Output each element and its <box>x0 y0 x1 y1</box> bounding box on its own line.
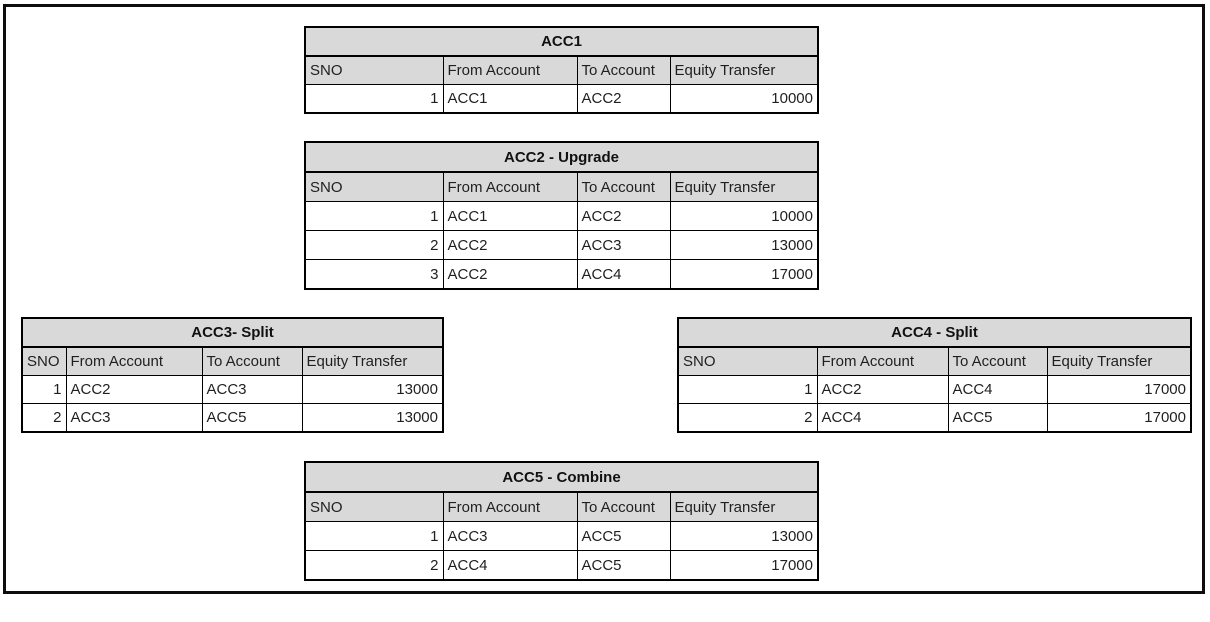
cell-equity-transfer: 17000 <box>670 260 818 290</box>
table-header-row <box>678 347 1191 376</box>
column-header-to-account: To Account <box>577 172 670 202</box>
cell-from-account: ACC4 <box>817 404 948 433</box>
column-header-from-account: From Account <box>817 347 948 376</box>
cell-sno: 1 <box>305 522 443 551</box>
cell-from-account: ACC2 <box>443 260 577 290</box>
cell-to-account: ACC5 <box>577 522 670 551</box>
table-acc3-split <box>21 317 444 433</box>
column-header-from-account: From Account <box>443 56 577 85</box>
column-header-to-account: To Account <box>577 56 670 85</box>
table-row <box>305 202 818 231</box>
cell-sno: 2 <box>678 404 817 433</box>
table-row <box>305 551 818 581</box>
table-acc5-combine <box>304 461 819 581</box>
cell-to-account: ACC2 <box>577 202 670 231</box>
table-acc2-upgrade <box>304 141 819 290</box>
table-title-row <box>305 142 818 172</box>
column-header-from-account: From Account <box>443 492 577 522</box>
cell-to-account: ACC4 <box>577 260 670 290</box>
cell-sno: 2 <box>305 231 443 260</box>
column-header-sno: SNO <box>678 347 817 376</box>
cell-equity-transfer: 13000 <box>670 522 818 551</box>
table-header-row <box>305 56 818 85</box>
column-header-to-account: To Account <box>202 347 302 376</box>
cell-to-account: ACC4 <box>948 376 1047 404</box>
cell-sno: 1 <box>22 376 66 404</box>
cell-equity-transfer: 13000 <box>302 376 443 404</box>
cell-from-account: ACC3 <box>443 522 577 551</box>
cell-to-account: ACC5 <box>202 404 302 433</box>
table-title: ACC2 - Upgrade <box>305 142 818 172</box>
table-title-row <box>22 318 443 347</box>
table-title-row <box>305 27 818 56</box>
column-header-equity-transfer: Equity Transfer <box>1047 347 1191 376</box>
cell-sno: 1 <box>678 376 817 404</box>
cell-to-account: ACC2 <box>577 85 670 114</box>
cell-equity-transfer: 10000 <box>670 202 818 231</box>
cell-from-account: ACC4 <box>443 551 577 581</box>
table-row <box>305 260 818 290</box>
table-header-row <box>22 347 443 376</box>
column-header-equity-transfer: Equity Transfer <box>670 172 818 202</box>
table-row <box>22 376 443 404</box>
column-header-sno: SNO <box>305 172 443 202</box>
table-title: ACC1 <box>305 27 818 56</box>
cell-equity-transfer: 13000 <box>302 404 443 433</box>
cell-equity-transfer: 10000 <box>670 85 818 114</box>
table-row <box>678 404 1191 433</box>
table-row <box>678 376 1191 404</box>
table-title: ACC4 - Split <box>678 318 1191 347</box>
column-header-sno: SNO <box>305 492 443 522</box>
cell-to-account: ACC5 <box>948 404 1047 433</box>
column-header-to-account: To Account <box>577 492 670 522</box>
column-header-sno: SNO <box>305 56 443 85</box>
table-title: ACC5 - Combine <box>305 462 818 492</box>
table-row <box>305 85 818 114</box>
table-title-row <box>305 462 818 492</box>
table-title: ACC3- Split <box>22 318 443 347</box>
cell-from-account: ACC1 <box>443 202 577 231</box>
cell-to-account: ACC3 <box>577 231 670 260</box>
cell-from-account: ACC2 <box>443 231 577 260</box>
table-title-row <box>678 318 1191 347</box>
table-header-row <box>305 172 818 202</box>
cell-from-account: ACC1 <box>443 85 577 114</box>
table-acc1 <box>304 26 819 114</box>
cell-from-account: ACC3 <box>66 404 202 433</box>
table-row <box>305 231 818 260</box>
cell-from-account: ACC2 <box>817 376 948 404</box>
table-row <box>22 404 443 433</box>
cell-equity-transfer: 17000 <box>1047 404 1191 433</box>
cell-equity-transfer: 17000 <box>1047 376 1191 404</box>
table-acc4-split <box>677 317 1192 433</box>
cell-equity-transfer: 17000 <box>670 551 818 581</box>
table-row <box>305 522 818 551</box>
column-header-equity-transfer: Equity Transfer <box>670 56 818 85</box>
column-header-sno: SNO <box>22 347 66 376</box>
column-header-from-account: From Account <box>443 172 577 202</box>
cell-from-account: ACC2 <box>66 376 202 404</box>
column-header-from-account: From Account <box>66 347 202 376</box>
cell-to-account: ACC3 <box>202 376 302 404</box>
column-header-equity-transfer: Equity Transfer <box>302 347 443 376</box>
column-header-equity-transfer: Equity Transfer <box>670 492 818 522</box>
cell-equity-transfer: 13000 <box>670 231 818 260</box>
column-header-to-account: To Account <box>948 347 1047 376</box>
cell-to-account: ACC5 <box>577 551 670 581</box>
cell-sno: 2 <box>305 551 443 581</box>
cell-sno: 1 <box>305 202 443 231</box>
table-header-row <box>305 492 818 522</box>
cell-sno: 2 <box>22 404 66 433</box>
cell-sno: 3 <box>305 260 443 290</box>
cell-sno: 1 <box>305 85 443 114</box>
